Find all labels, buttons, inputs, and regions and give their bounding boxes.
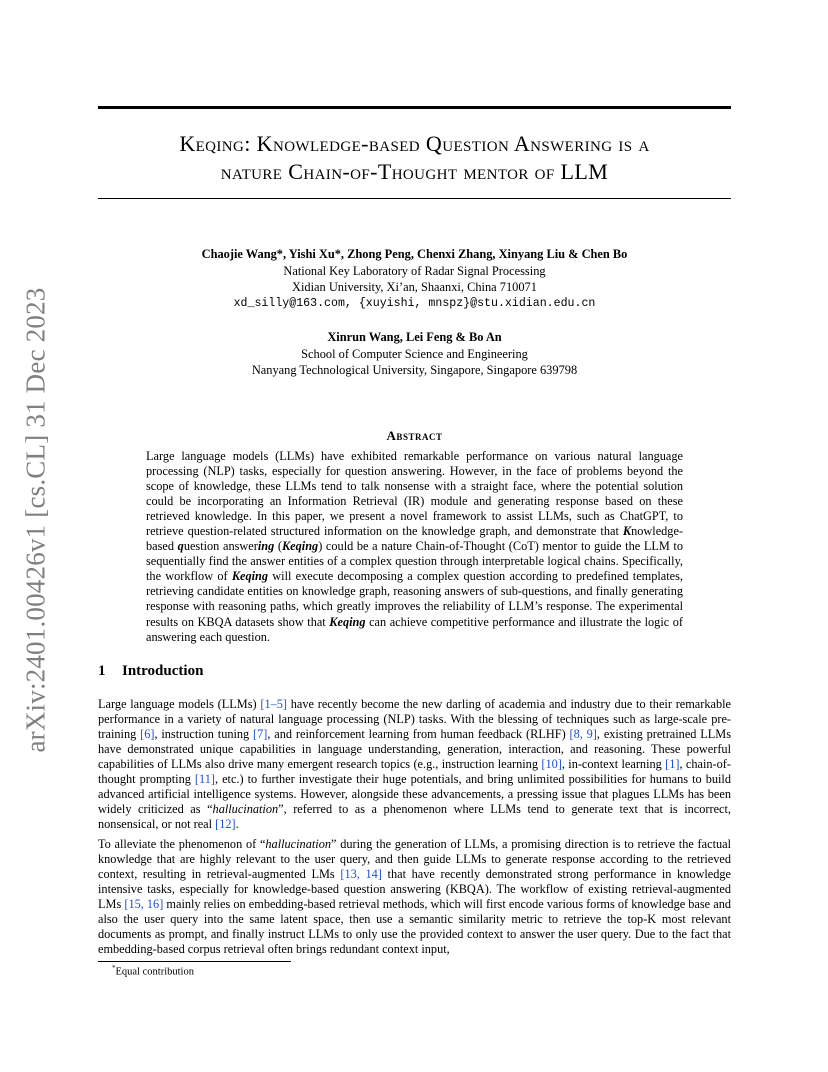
title-line-2: nature Chain-of-Thought mentor of LLM xyxy=(220,159,609,184)
author-names-2: Xinrun Wang, Lei Feng & Bo An xyxy=(327,330,502,344)
footnote xyxy=(112,964,194,978)
intro-paragraph-2: To alleviate the phenomenon of “hallucination” during the generation of LLMs, a promising direction is to retrieve the factual knowledge that are highly relevant to the user query, and then guide LLMs to generate response according to the retrieved context, resulting in retrieval-augmented LMs [13, 14] that have recently demonstrated strong performance in knowledge intensive tasks, especially for knowledge-based question answering (KBQA). The workflow of existing retrieval-augmented LMs [15, 16] mainly relies on embedding-based retrieval methods, which will first encode various forms of knowledge base and also the user query into the same latent space, then use a semantic similarity metric to retrieve the top-K most relevant documents as prompt, and finally instruct LLMs to only use the provided context to answer the user query. Due to the fact that embedding-based corpus retrieval often brings redundant context input, xyxy=(98,837,732,957)
citation-link[interactable]: [13, 14] xyxy=(340,867,382,882)
abstract-text: Large language models (LLMs) have exhibited remarkable performance on various natural language processing (NLP) tasks, especially for question answering. However, in the face of problems beyond the scope of knowledge, these LLMs tend to talk nonsense with a straight face, where the potential solution could be incorporating an Information Retrieval (IR) module and generating response based on these retrieved knowledge. In this paper, we present a novel framework to assist LLMs, such as ChatGPT, to retrieve question-related structured information on the knowledge graph, and demonstrate that Knowledge-based question answering (Keqing) could be a nature Chain-of-Thought (CoT) mentor to guide the LLM to sequentially find the answer entities of a complex question through interpretable logical chains. Specifically, the workflow of Keqing will execute decomposing a complex question according to predefined templates, retrieving candidate entities on knowledge graph, reasoning answers of sub-questions, and finally generating response with reasoning paths, which greatly improves the reliability of LLM’s response. The experimental results on KBQA datasets show that Keqing can achieve competitive performance and illustrate the logic of answering each question. xyxy=(146,449,683,644)
citation-link[interactable]: [11] xyxy=(194,772,215,787)
paper-title xyxy=(98,130,731,186)
citation-link[interactable]: [7] xyxy=(253,727,268,742)
arxiv-sidebar xyxy=(20,285,52,755)
citation-link[interactable]: [8, 9] xyxy=(569,727,597,742)
arxiv-identifier: arXiv:2401.00426v1 [cs.CL] 31 Dec 2023 xyxy=(20,287,51,753)
author-emails: xd_silly@163.com, {xuyishi, mnspz}@stu.xidian.edu.cn xyxy=(233,296,596,310)
author-names-1: Chaojie Wang*, Yishi Xu*, Zhong Peng, Chenxi Zhang, Xinyang Liu & Chen Bo xyxy=(201,247,628,261)
affiliation-1a: National Key Laboratory of Radar Signal Processing xyxy=(283,263,546,278)
affiliation-2b: Nanyang Technological University, Singapore, Singapore 639798 xyxy=(251,363,578,377)
footnote-text: Equal contribution xyxy=(115,966,194,978)
title-top-rule xyxy=(98,106,731,109)
keqing-name: Keqing xyxy=(231,569,269,584)
footnote-rule xyxy=(98,961,291,962)
intro-paragraph-1: Large language models (LLMs) [1–5] have recently become the new darling of academia and industry due to their remarkable performance in a variety of natural language processing (NLP) tasks. With the blessing of techniques such as large-scale pre-training [6], instruction tuning [7], and reinforcement learning from human feedback (RLHF) [8, 9], existing pretrained LLMs have demonstrated unique capabilities in language understanding, generation, interaction, and reasoning. These powerful capabilities of LLMs also drive many emergent research topics (e.g., instruction learning [10], in-context learning [1], chain-of-thought prompting [11], etc.) to further investigate their huge potentials, and bring unlimited possibilities for humans to build advanced artificial intelligence systems. However, alongside these advancements, a pressing issue that plagues LLMs has been widely criticized as “hallucination”, referred to as a phenomenon where LLMs tend to generate text that is incorrect, nonsensical, or not real [12]. xyxy=(98,697,732,832)
section-number: 1 xyxy=(98,663,106,679)
citation-link[interactable]: [10] xyxy=(541,757,562,772)
citation-link[interactable]: [1] xyxy=(665,757,680,772)
citation-link[interactable]: [15, 16] xyxy=(124,897,164,912)
keqing-name: Keqing xyxy=(281,539,319,554)
abstract-heading: Abstract xyxy=(386,428,443,443)
author-block-2 xyxy=(98,329,731,379)
section-heading-introduction xyxy=(98,663,203,680)
title-line-1: Keqing: Knowledge-based Question Answering is a xyxy=(179,131,650,156)
affiliation-1b: Xidian University, Xi’an, Shaanxi, China 710071 xyxy=(292,280,537,294)
keqing-name: Keqing xyxy=(329,614,366,629)
citation-link[interactable]: [1–5] xyxy=(260,697,287,711)
footnote-mark: * xyxy=(112,964,116,972)
section-title: Introduction xyxy=(122,663,204,679)
author-block-1 xyxy=(98,246,731,312)
affiliation-2a: School of Computer Science and Engineering xyxy=(301,346,528,361)
citation-link[interactable]: [6] xyxy=(140,727,155,742)
title-bottom-rule xyxy=(98,198,731,199)
citation-link[interactable]: [12] xyxy=(215,817,236,832)
